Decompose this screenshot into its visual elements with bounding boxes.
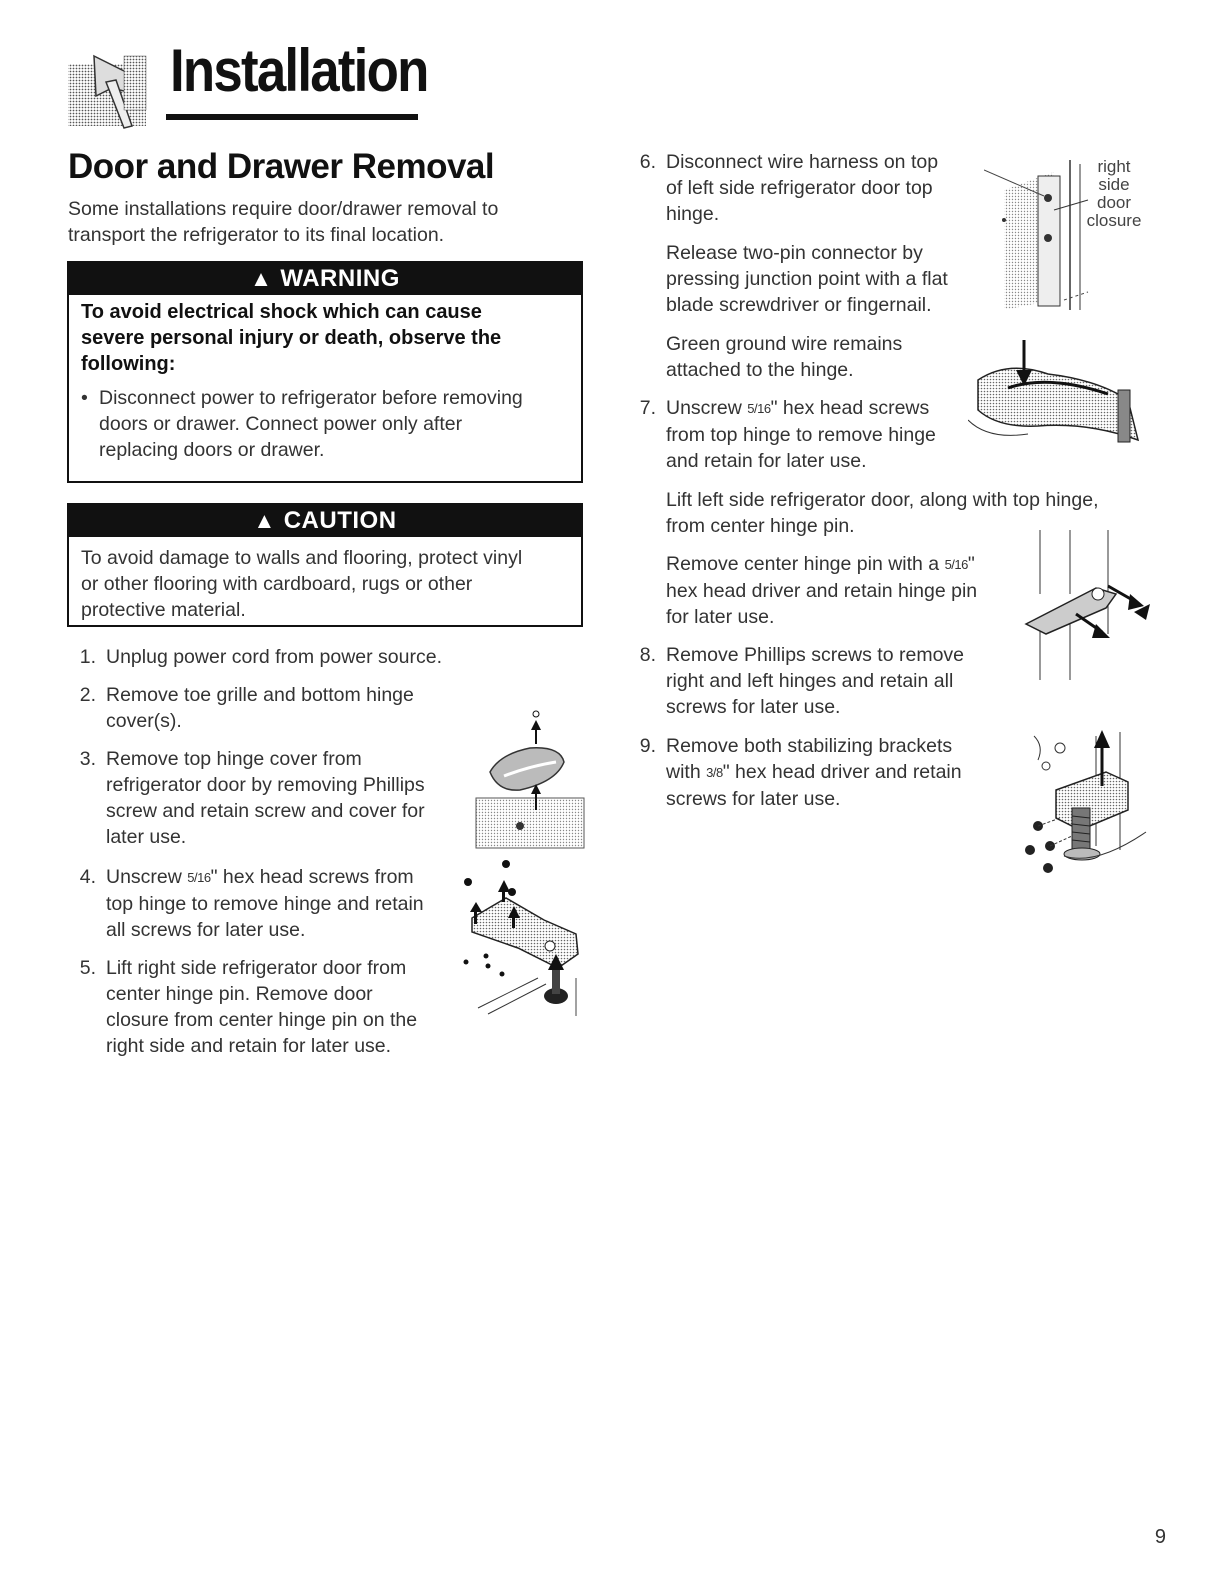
page-title: Installation — [170, 37, 428, 104]
top-hinge-illustration — [458, 858, 588, 1018]
caution-header: ▲ CAUTION — [69, 505, 581, 537]
right-side-door-closure-callout: right side door closure — [1086, 157, 1142, 230]
warning-box — [67, 261, 583, 483]
hinge-cover-illustration — [460, 706, 588, 852]
caution-box — [67, 503, 583, 627]
warning-bold-text: To avoid electrical shock which can cause severe personal injury or death, observe the following: — [81, 301, 502, 375]
warning-icon: ▲ — [253, 508, 276, 533]
warning-icon: ▲ — [250, 266, 273, 291]
wrench-icon — [66, 52, 150, 132]
center-hinge-pin-illustration — [1016, 524, 1154, 684]
caution-text: To avoid damage to walls and flooring, protect vinyl or other flooring with cardboard, rugs or other protective material. — [81, 547, 523, 621]
wire-harness-illustration — [968, 330, 1148, 450]
section-heading: Door and Drawer Removal — [68, 147, 495, 186]
installation-logo — [66, 52, 150, 132]
page-number: 9 — [1154, 1526, 1166, 1548]
warning-bullet: • Disconnect power to refrigerator before removing doors or drawer. Connect power only after replacing doors or drawer. — [81, 387, 523, 461]
title-underline — [166, 114, 418, 120]
stabilizing-bracket-illustration — [1016, 726, 1150, 890]
intro-text: Some installations require door/drawer removal to transport the refrigerator to its final location. — [68, 198, 499, 246]
warning-header: ▲ WARNING — [69, 263, 581, 295]
